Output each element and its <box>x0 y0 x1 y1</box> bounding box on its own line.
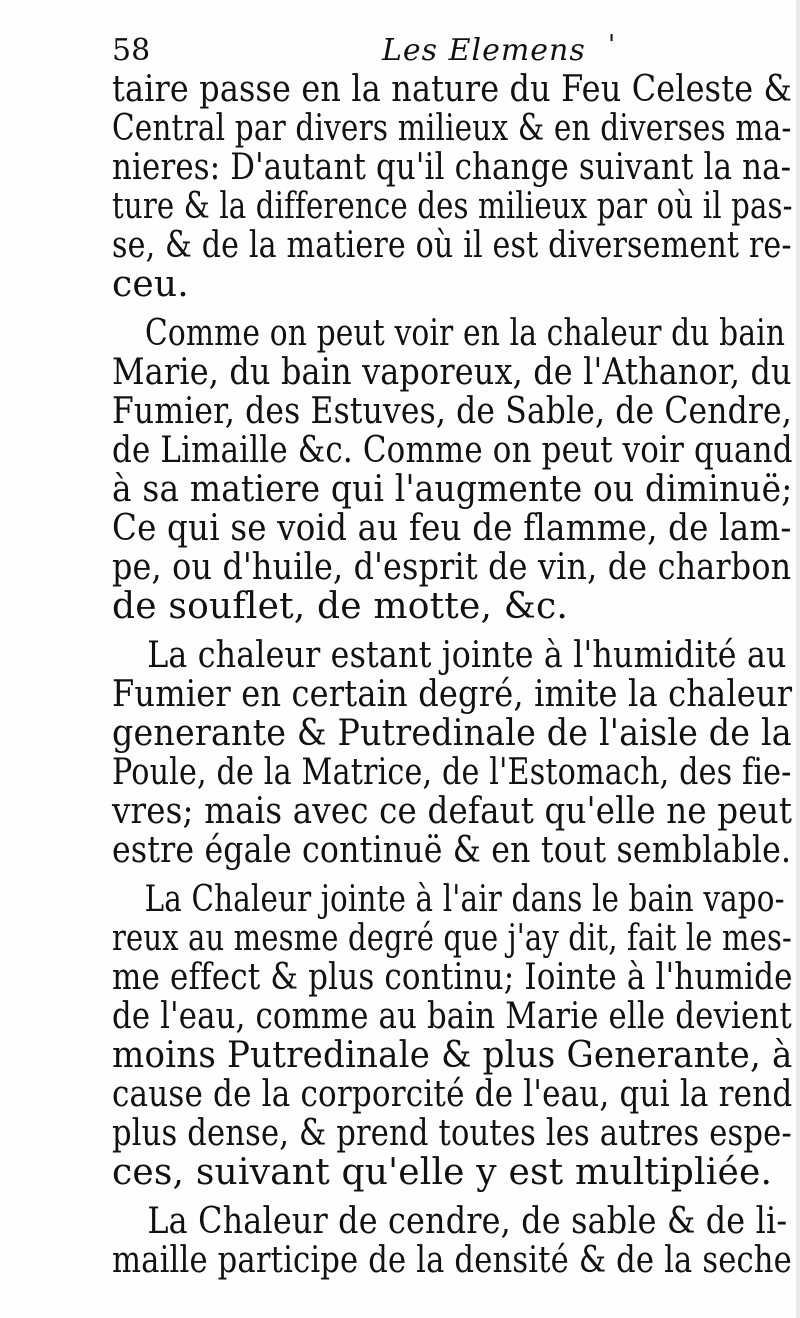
page-edge <box>796 0 800 1318</box>
paragraph-2 <box>112 314 800 626</box>
body-text <box>112 70 800 1280</box>
paragraph-4 <box>112 880 800 1192</box>
text-line: Ce qui se void au feu de flamme, de lam- <box>112 508 792 549</box>
paragraph-1 <box>112 70 800 304</box>
text-line: reux au mesme degré que j'ay dit, fait le mes- <box>112 918 792 959</box>
text-line: de l'eau, comme au bain Marie elle devient <box>112 996 792 1037</box>
paragraph-5 <box>112 1202 800 1280</box>
text-line: Poule, de la Matrice, de l'Estomach, des fie- <box>112 752 792 793</box>
text-line: à sa matiere qui l'augmente ou diminuë; <box>112 469 793 510</box>
running-title: Les Elemens <box>382 33 586 68</box>
text-line: generante & Putredinale de l'aisle de la <box>112 713 792 754</box>
text-line: Fumier, des Estuves, de Sable, de Cendre, <box>112 391 792 432</box>
text-line: ceu. <box>112 264 189 305</box>
text-line: taire passe en la nature du Feu Celeste & <box>112 69 793 110</box>
text-line: Fumier en certain degré, imite la chaleur <box>112 674 793 715</box>
text-line: ture & la difference des milieux par où il pas- <box>112 186 793 227</box>
text-line: plus dense, & prend toutes les autres espe- <box>112 1113 792 1154</box>
text-line: La Chaleur de cendre, de sable & de li- <box>147 1201 788 1242</box>
text-line: Comme on peut voir en la chaleur du bain <box>144 313 786 354</box>
text-line: vres; mais avec ce defaut qu'elle ne peut <box>112 791 793 832</box>
text-line: ces, suivant qu'elle y est multipliée. <box>112 1152 773 1193</box>
text-line: moins Putredinale & plus Generante, à <box>112 1035 793 1076</box>
text-line: pe, ou d'huile, d'esprit de vin, de charbon <box>112 547 792 588</box>
page-number: 58 <box>112 33 151 68</box>
text-line: La chaleur estant jointe à l'humidité au <box>147 635 787 676</box>
text-line: cause de la corporcité de l'eau, qui la rend <box>112 1074 793 1115</box>
text-line: me effect & plus continu; Iointe à l'humide <box>112 957 793 998</box>
text-line: estre égale continuë & en tout semblable. <box>112 830 792 871</box>
header-ink-mark: ' <box>608 30 616 60</box>
text-line: se, & de la matiere où il est diversement re- <box>112 225 792 266</box>
paragraph-3 <box>112 636 800 870</box>
text-line: de Limaille &c. Comme on peut voir quand <box>112 430 793 471</box>
text-line: Central par divers milieux & en diverses ma- <box>112 108 792 149</box>
text-line: de souflet, de motte, &c. <box>112 586 569 627</box>
text-line: nieres: D'autant qu'il change suivant la na- <box>112 147 792 188</box>
text-line: Marie, du bain vaporeux, de l'Athanor, du <box>112 352 792 393</box>
text-line: La Chaleur jointe à l'air dans le bain vapo- <box>144 879 785 920</box>
text-line: maille participe de la densité & de la seche <box>112 1240 792 1281</box>
